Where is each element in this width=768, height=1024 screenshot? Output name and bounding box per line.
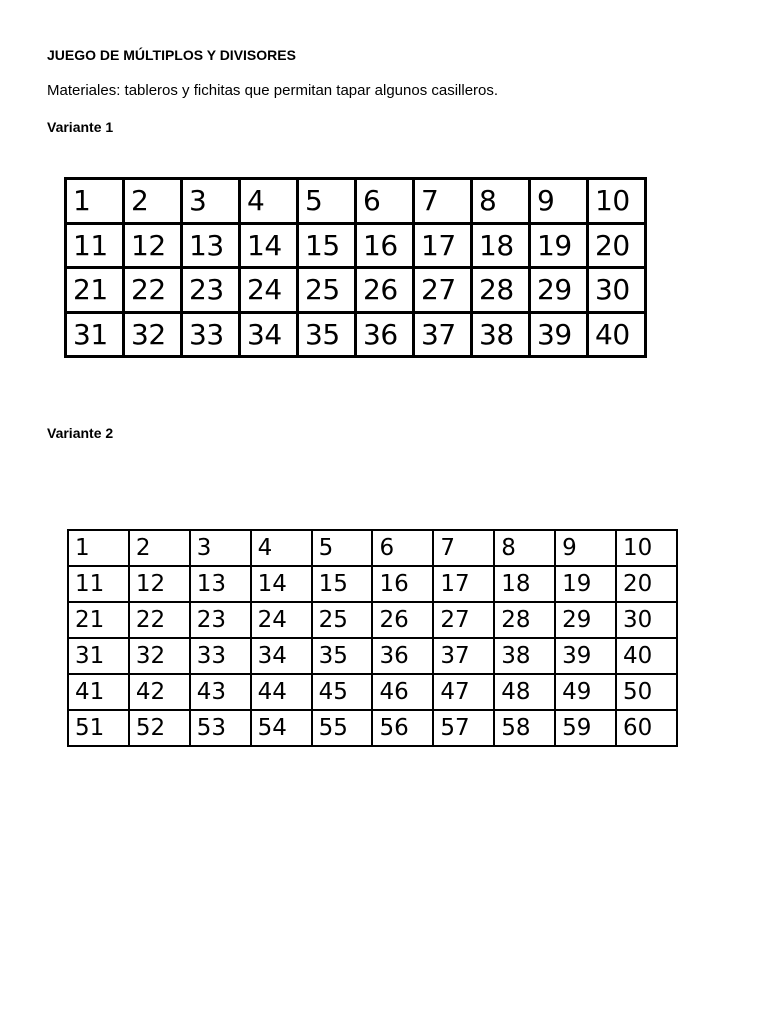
board-cell[interactable]: 10 bbox=[616, 530, 677, 566]
board-cell[interactable]: 25 bbox=[312, 602, 373, 638]
board-cell[interactable]: 34 bbox=[240, 312, 298, 357]
board-cell[interactable]: 26 bbox=[372, 602, 433, 638]
board-cell[interactable]: 15 bbox=[298, 223, 356, 268]
board-cell[interactable]: 32 bbox=[129, 638, 190, 674]
board-cell[interactable]: 46 bbox=[372, 674, 433, 710]
board-row bbox=[68, 602, 677, 638]
board-cell[interactable]: 59 bbox=[555, 710, 616, 746]
board-cell[interactable]: 52 bbox=[129, 710, 190, 746]
board-cell[interactable]: 16 bbox=[372, 566, 433, 602]
board-cell[interactable]: 5 bbox=[298, 179, 356, 224]
board-cell[interactable]: 15 bbox=[312, 566, 373, 602]
board-cell[interactable]: 33 bbox=[182, 312, 240, 357]
board-cell[interactable]: 41 bbox=[68, 674, 129, 710]
board-cell[interactable]: 7 bbox=[414, 179, 472, 224]
board-cell[interactable]: 21 bbox=[66, 268, 124, 313]
board-cell[interactable]: 30 bbox=[616, 602, 677, 638]
board-cell[interactable]: 48 bbox=[494, 674, 555, 710]
board-cell[interactable]: 42 bbox=[129, 674, 190, 710]
board-cell[interactable]: 56 bbox=[372, 710, 433, 746]
board-cell[interactable]: 58 bbox=[494, 710, 555, 746]
board-row bbox=[66, 179, 646, 224]
board-cell[interactable]: 57 bbox=[433, 710, 494, 746]
number-board-variant-2 bbox=[67, 529, 678, 747]
board-cell[interactable]: 49 bbox=[555, 674, 616, 710]
board-cell[interactable]: 29 bbox=[555, 602, 616, 638]
board-cell[interactable]: 18 bbox=[472, 223, 530, 268]
board-cell[interactable]: 1 bbox=[68, 530, 129, 566]
board-cell[interactable]: 3 bbox=[182, 179, 240, 224]
board-row bbox=[68, 710, 677, 746]
board-cell[interactable]: 25 bbox=[298, 268, 356, 313]
board-cell[interactable]: 6 bbox=[372, 530, 433, 566]
board-cell[interactable]: 38 bbox=[472, 312, 530, 357]
board-cell[interactable]: 3 bbox=[190, 530, 251, 566]
board-cell[interactable]: 39 bbox=[555, 638, 616, 674]
board-cell[interactable]: 6 bbox=[356, 179, 414, 224]
board-cell[interactable]: 26 bbox=[356, 268, 414, 313]
board-cell[interactable]: 23 bbox=[182, 268, 240, 313]
board-cell[interactable]: 40 bbox=[588, 312, 646, 357]
board-row bbox=[66, 223, 646, 268]
board-cell[interactable]: 36 bbox=[356, 312, 414, 357]
board-cell[interactable]: 28 bbox=[472, 268, 530, 313]
board-cell[interactable]: 9 bbox=[555, 530, 616, 566]
board-cell[interactable]: 21 bbox=[68, 602, 129, 638]
board-row bbox=[66, 312, 646, 357]
board-cell[interactable]: 55 bbox=[312, 710, 373, 746]
board-cell[interactable]: 36 bbox=[372, 638, 433, 674]
board-cell[interactable]: 18 bbox=[494, 566, 555, 602]
board-cell[interactable]: 8 bbox=[472, 179, 530, 224]
board-cell[interactable]: 28 bbox=[494, 602, 555, 638]
board-cell[interactable]: 13 bbox=[190, 566, 251, 602]
board-cell[interactable]: 35 bbox=[298, 312, 356, 357]
board-cell[interactable]: 22 bbox=[129, 602, 190, 638]
board-cell[interactable]: 23 bbox=[190, 602, 251, 638]
board-cell[interactable]: 12 bbox=[124, 223, 182, 268]
board-cell[interactable]: 32 bbox=[124, 312, 182, 357]
board-cell[interactable]: 54 bbox=[251, 710, 312, 746]
number-board-body bbox=[68, 530, 677, 746]
board-cell[interactable]: 20 bbox=[616, 566, 677, 602]
materials-text: Materiales: tableros y fichitas que permitan tapar algunos casilleros. bbox=[47, 82, 499, 99]
board-row bbox=[68, 566, 677, 602]
board-cell[interactable]: 10 bbox=[588, 179, 646, 224]
board-cell[interactable]: 24 bbox=[251, 602, 312, 638]
board-cell[interactable]: 11 bbox=[68, 566, 129, 602]
variant-1-heading: Variante 1 bbox=[47, 119, 114, 135]
board-cell[interactable]: 4 bbox=[251, 530, 312, 566]
board-row bbox=[68, 638, 677, 674]
board-cell[interactable]: 37 bbox=[414, 312, 472, 357]
board-cell[interactable]: 31 bbox=[68, 638, 129, 674]
board-cell[interactable]: 9 bbox=[530, 179, 588, 224]
board-cell[interactable]: 60 bbox=[616, 710, 677, 746]
board-cell[interactable]: 19 bbox=[530, 223, 588, 268]
board-cell[interactable]: 27 bbox=[433, 602, 494, 638]
board-row bbox=[68, 530, 677, 566]
board-cell[interactable]: 30 bbox=[588, 268, 646, 313]
board-cell[interactable]: 22 bbox=[124, 268, 182, 313]
number-board-variant-1 bbox=[64, 177, 647, 358]
variant-2-heading: Variante 2 bbox=[47, 425, 114, 441]
board-cell[interactable]: 38 bbox=[494, 638, 555, 674]
board-cell[interactable]: 12 bbox=[129, 566, 190, 602]
board-cell[interactable]: 34 bbox=[251, 638, 312, 674]
board-cell[interactable]: 14 bbox=[240, 223, 298, 268]
board-cell[interactable]: 40 bbox=[616, 638, 677, 674]
board-cell[interactable]: 37 bbox=[433, 638, 494, 674]
board-cell[interactable]: 4 bbox=[240, 179, 298, 224]
board-cell[interactable]: 24 bbox=[240, 268, 298, 313]
board-cell[interactable]: 17 bbox=[433, 566, 494, 602]
board-cell[interactable]: 1 bbox=[66, 179, 124, 224]
board-cell[interactable]: 39 bbox=[530, 312, 588, 357]
board-cell[interactable]: 2 bbox=[124, 179, 182, 224]
board-cell[interactable]: 45 bbox=[312, 674, 373, 710]
board-cell[interactable]: 44 bbox=[251, 674, 312, 710]
board-cell[interactable]: 35 bbox=[312, 638, 373, 674]
board-cell[interactable]: 14 bbox=[251, 566, 312, 602]
number-board-body bbox=[66, 179, 646, 357]
board-cell[interactable]: 5 bbox=[312, 530, 373, 566]
board-row bbox=[68, 674, 677, 710]
board-cell[interactable]: 43 bbox=[190, 674, 251, 710]
board-cell[interactable]: 53 bbox=[190, 710, 251, 746]
board-cell[interactable]: 31 bbox=[66, 312, 124, 357]
board-cell[interactable]: 13 bbox=[182, 223, 240, 268]
board-cell[interactable]: 2 bbox=[129, 530, 190, 566]
board-cell[interactable]: 33 bbox=[190, 638, 251, 674]
board-cell[interactable]: 7 bbox=[433, 530, 494, 566]
board-cell[interactable]: 11 bbox=[66, 223, 124, 268]
board-cell[interactable]: 50 bbox=[616, 674, 677, 710]
board-cell[interactable]: 8 bbox=[494, 530, 555, 566]
board-cell[interactable]: 19 bbox=[555, 566, 616, 602]
board-cell[interactable]: 51 bbox=[68, 710, 129, 746]
board-cell[interactable]: 27 bbox=[414, 268, 472, 313]
board-cell[interactable]: 29 bbox=[530, 268, 588, 313]
board-cell[interactable]: 47 bbox=[433, 674, 494, 710]
board-cell[interactable]: 16 bbox=[356, 223, 414, 268]
board-cell[interactable]: 20 bbox=[588, 223, 646, 268]
board-row bbox=[66, 268, 646, 313]
document-title: JUEGO DE MÚLTIPLOS Y DIVISORES bbox=[47, 47, 296, 63]
board-cell[interactable]: 17 bbox=[414, 223, 472, 268]
